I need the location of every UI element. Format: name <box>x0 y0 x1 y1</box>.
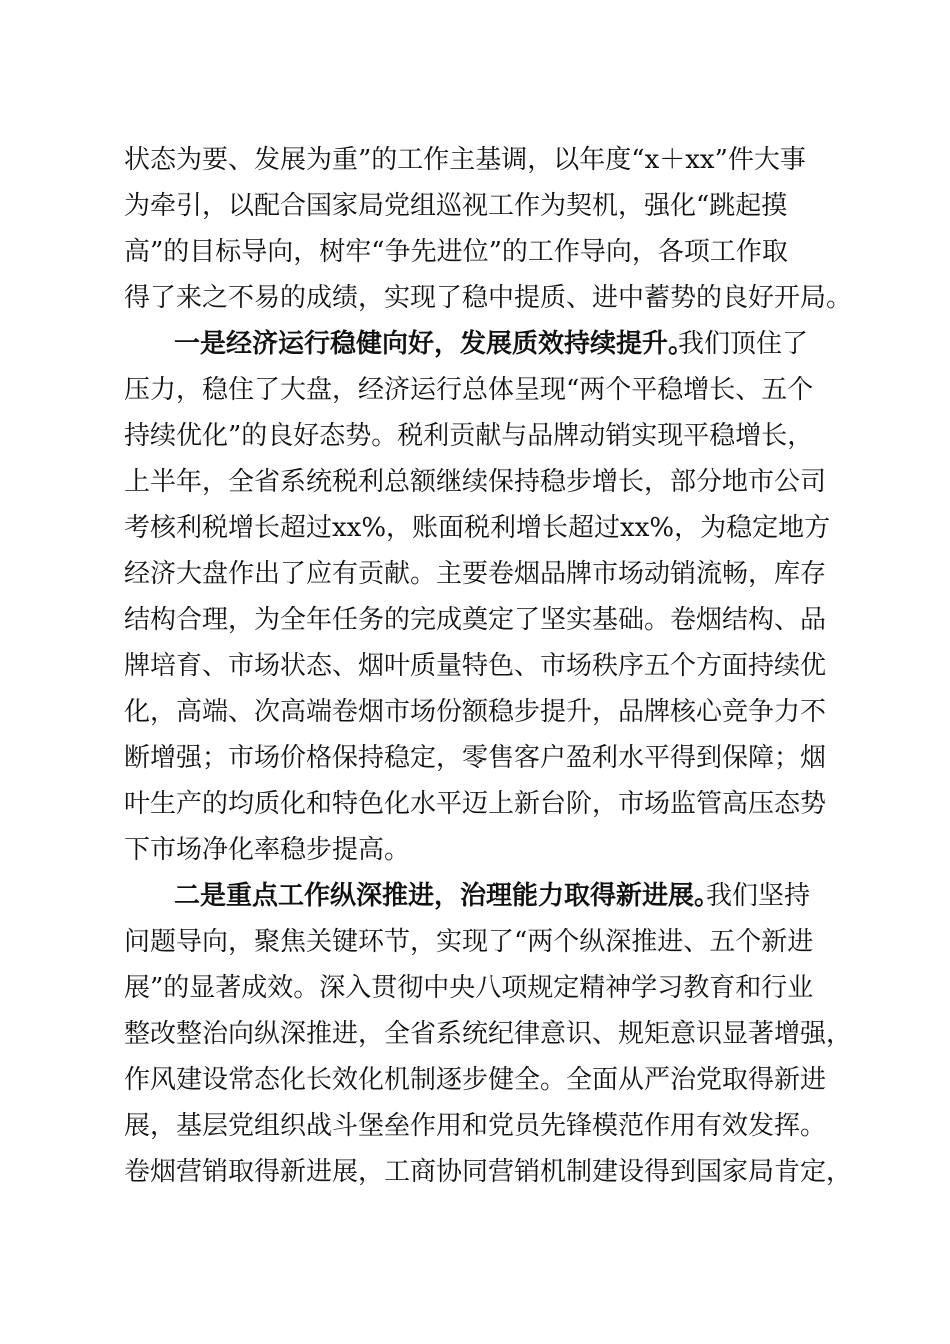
line-text: 牌培育、市场状态、烟叶质量特色、市场秩序五个方面持续优 <box>124 651 827 681</box>
line-text: 压力，稳住了大盘，经济运行总体呈现“两个平稳增长、五个 <box>124 375 814 405</box>
line-text: 下市场净化率稳步提高。 <box>124 835 411 865</box>
text-line <box>0 1149 950 1195</box>
text-line <box>0 827 950 873</box>
line-text: 断增强；市场价格保持稳定，零售客户盈利水平得到保障；烟 <box>124 743 827 773</box>
line-text: 考核利税增长超过xx%，账面税利增长超过xx%，为稳定地方 <box>124 513 831 543</box>
line-text: 叶生产的均质化和特色化水平迈上新台阶，市场监管高压态势 <box>124 789 827 819</box>
line-text: 我们坚持 <box>706 881 811 911</box>
line-text: 化，高端、次高端卷烟市场份额稳步提升，品牌核心竞争力不 <box>124 697 827 727</box>
text-line <box>0 183 950 229</box>
line-text: 结构合理，为全年任务的完成奠定了坚实基础。卷烟结构、品 <box>124 605 827 635</box>
line-text: 问题导向，聚焦关键环节，实现了“两个纵深推进、五个新进 <box>124 927 814 957</box>
line-text: 经济大盘作出了应有贡献。主要卷烟品牌市场动销流畅，库存 <box>124 559 827 589</box>
line-text: 得了来之不易的成绩，实现了稳中提质、进中蓄势的良好开局。 <box>124 283 853 313</box>
line-text: 展”的显著成效。深入贯彻中央八项规定精神学习教育和行业 <box>124 973 814 1003</box>
line-text: 状态为要、发展为重”的工作主基调，以年度“x＋xx”件大事 <box>124 145 806 175</box>
line-text: 我们顶住了 <box>678 329 809 359</box>
text-line <box>0 505 950 551</box>
paragraph-heading-economy: 一是经济运行稳健向好，发展质效持续提升。 <box>174 329 695 359</box>
text-line <box>0 1103 950 1149</box>
text-line <box>0 781 950 827</box>
line-text: 为牵引，以配合国家局党组巡视工作为契机，强化“跳起摸 <box>124 191 788 221</box>
text-line <box>0 597 950 643</box>
line-text: 展，基层党组织战斗堡垒作用和党员先锋模范作用有效发挥。 <box>124 1111 827 1141</box>
text-line <box>0 459 950 505</box>
line-text: 高”的目标导向，树牢“争先进位”的工作导向，各项工作取 <box>124 237 788 267</box>
text-line <box>0 275 950 321</box>
text-line <box>0 735 950 781</box>
line-text: 整改整治向纵深推进，全省系统纪律意识、规矩意识显著增强， <box>124 1019 853 1049</box>
line-text: 持续优化”的良好态势。税利贡献与品牌动销实现平稳增长， <box>124 421 814 451</box>
text-line <box>0 367 950 413</box>
paragraph-heading-key-work: 二是重点工作纵深推进，治理能力取得新进展。 <box>174 881 721 911</box>
line-text: 作风建设常态化长效化机制逐步健全。全面从严治党取得新进 <box>124 1065 827 1095</box>
line-text: 上半年，全省系统税利总额继续保持稳步增长，部分地市公司 <box>124 467 827 497</box>
text-line <box>0 137 950 183</box>
text-line <box>0 413 950 459</box>
line-text: 卷烟营销取得新进展，工商协同营销机制建设得到国家局肯定， <box>124 1157 853 1187</box>
text-line <box>0 919 950 965</box>
text-line <box>0 965 950 1011</box>
text-line <box>0 229 950 275</box>
text-line <box>0 643 950 689</box>
text-line <box>0 1011 950 1057</box>
text-line <box>0 1057 950 1103</box>
paragraph-start-line <box>0 321 950 367</box>
text-line <box>0 551 950 597</box>
paragraph-start-line <box>0 873 950 919</box>
text-line <box>0 689 950 735</box>
